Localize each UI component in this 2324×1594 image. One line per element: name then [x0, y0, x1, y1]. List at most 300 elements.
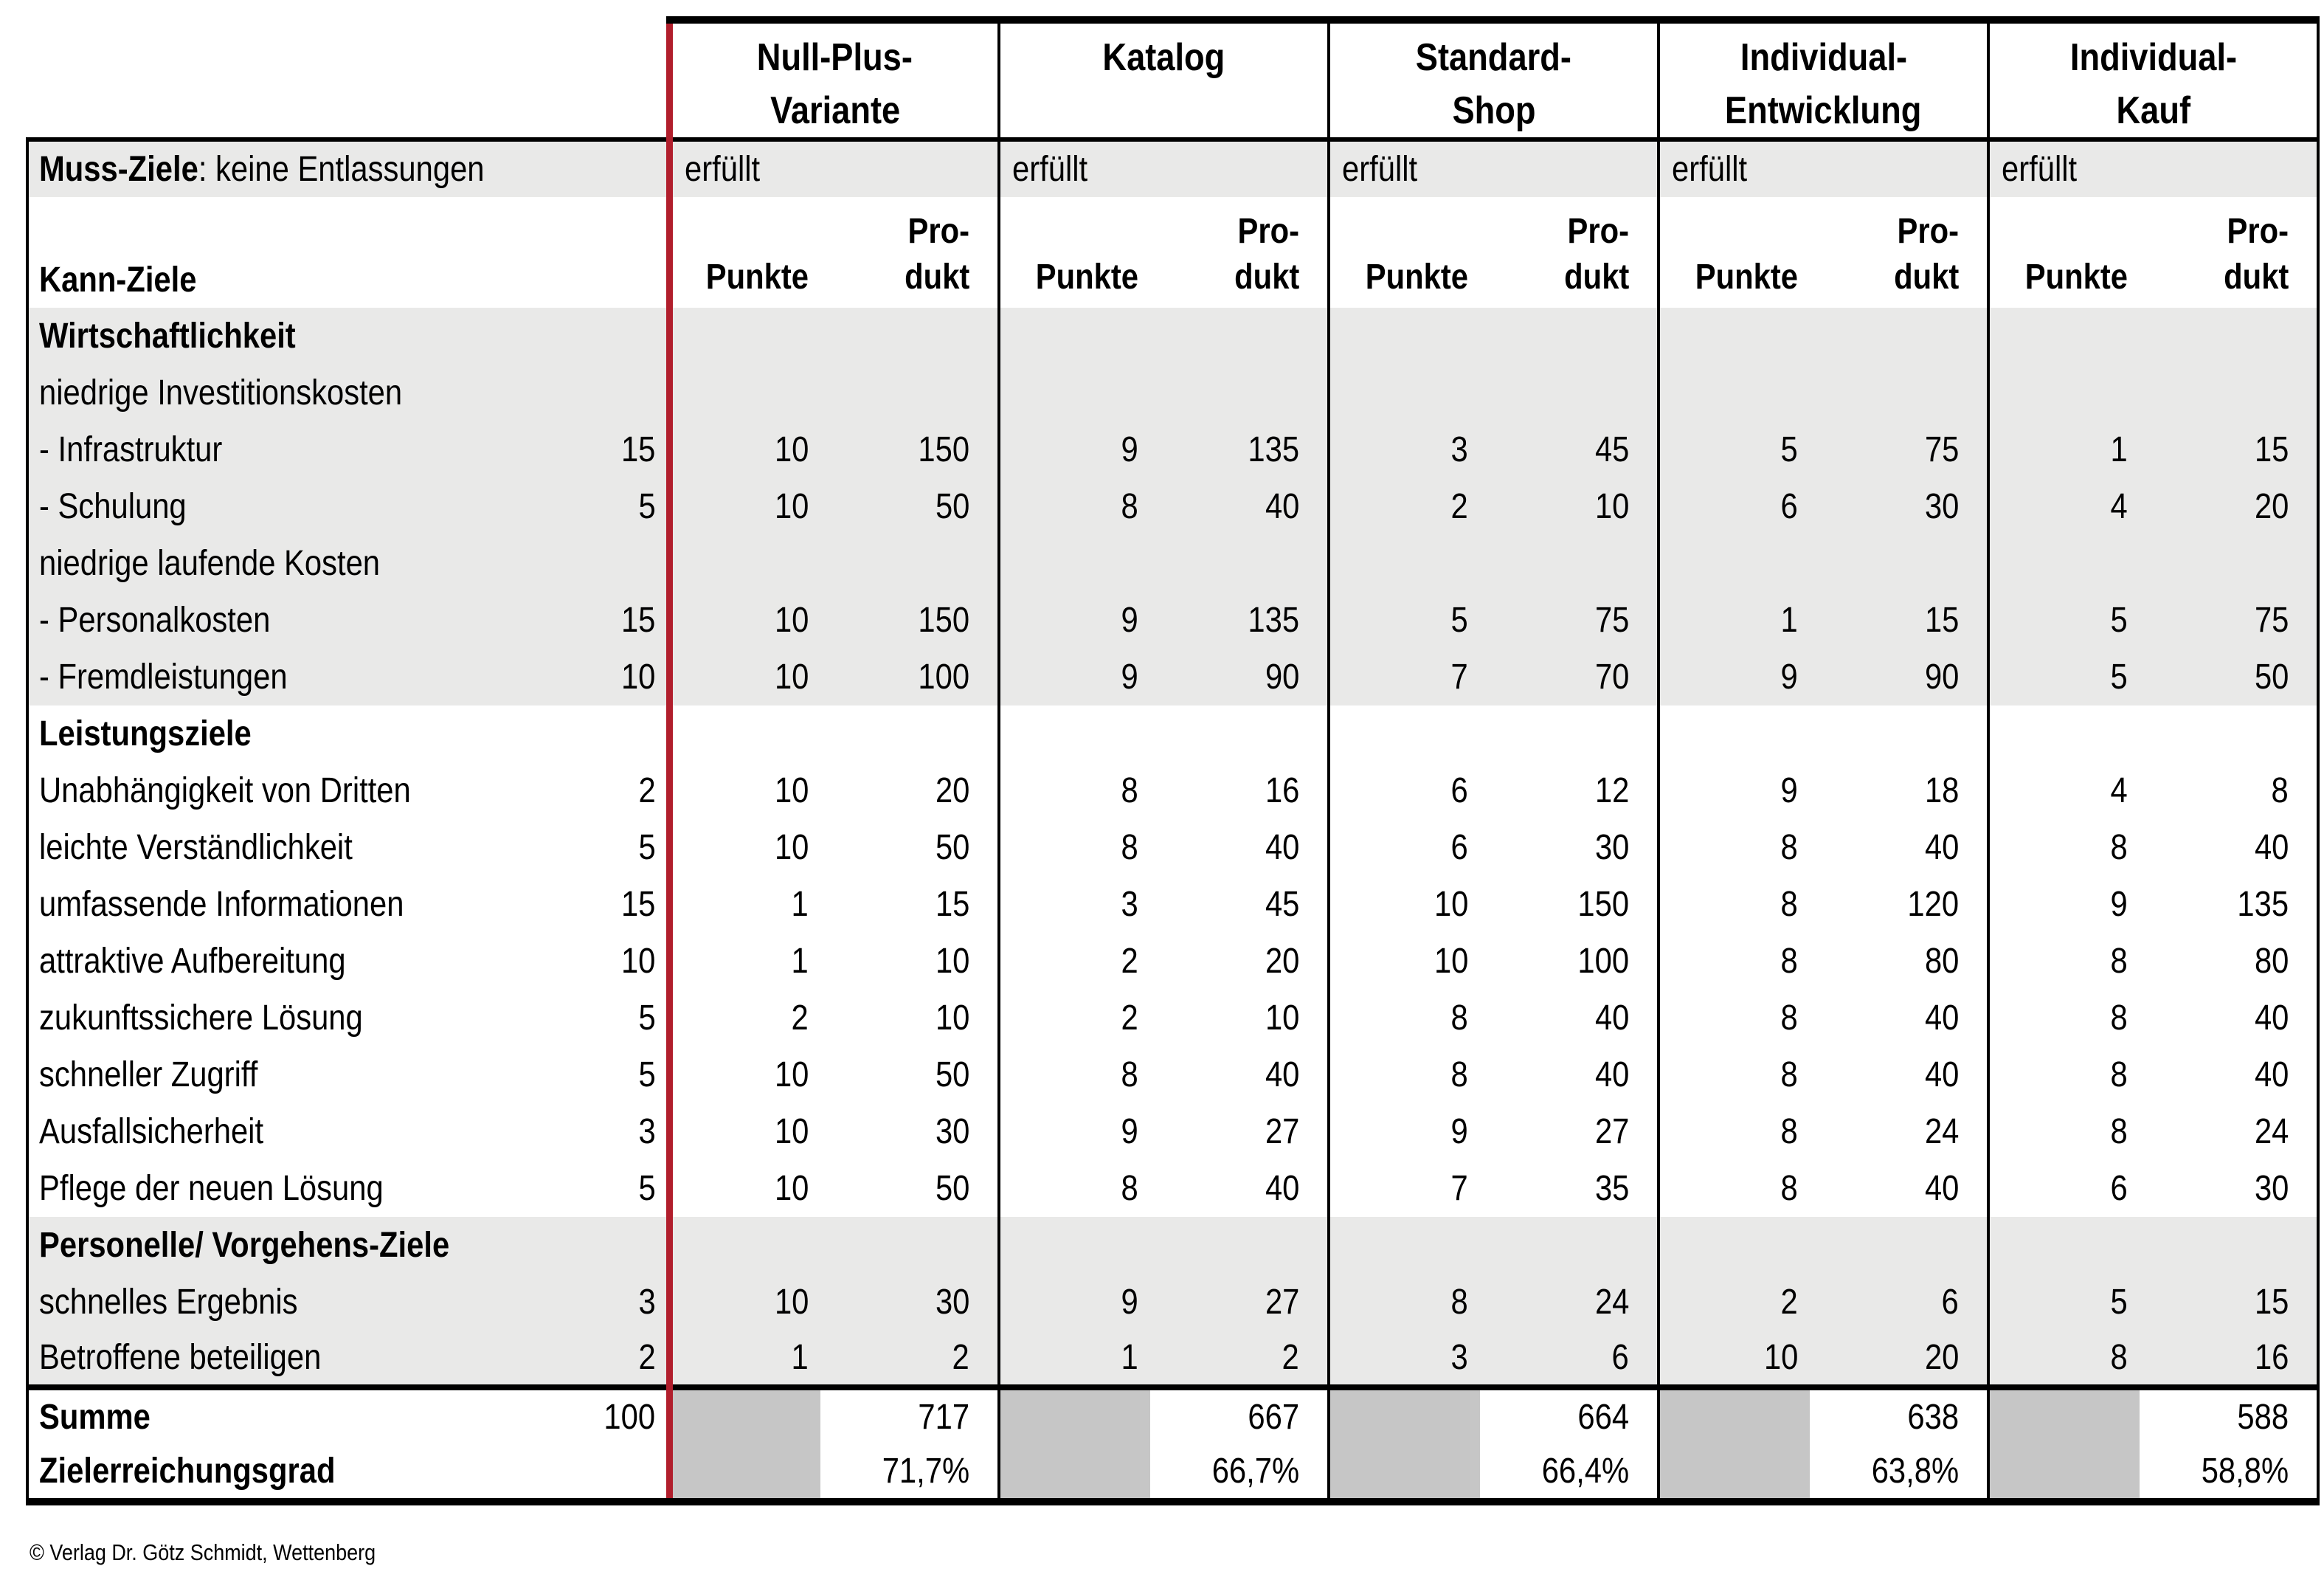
- produkt-value: 40: [1265, 828, 1300, 867]
- produkt-value: 50: [935, 1055, 970, 1094]
- summe-produkt-cell: 588: [2140, 1387, 2318, 1444]
- alt-title-line1: Individual-: [2069, 36, 2237, 79]
- summe-label: Summe: [39, 1398, 151, 1437]
- produkt-cell: [820, 1274, 999, 1331]
- produkt-cell: [820, 876, 999, 933]
- punkte-cell: [1988, 933, 2140, 990]
- produkt-value: 40: [1594, 1055, 1630, 1094]
- produkt-value: 40: [1265, 487, 1300, 526]
- criterion-label: umfassende Informationen: [39, 885, 404, 924]
- blocked-cell: [669, 1387, 820, 1502]
- section-header-row: [27, 705, 2318, 762]
- alt-header-individual-entwicklung: [1659, 20, 1988, 139]
- alt-title-line2: Shop: [1451, 89, 1536, 132]
- punkte-cell: [1329, 649, 1480, 705]
- produkt-cell: [1150, 933, 1329, 990]
- punkte-value: 1: [791, 942, 809, 981]
- alt-header-null-plus-variante: [669, 20, 999, 139]
- punkte-cell: [1988, 876, 2140, 933]
- produkt-value: 90: [1265, 658, 1300, 697]
- corner-spacer: [27, 20, 669, 139]
- criterion-label-cell: [27, 365, 669, 421]
- criterion-label-cell: [27, 876, 669, 933]
- alt-title-line1: Individual-: [1740, 36, 1907, 79]
- produkt-cell: [1810, 421, 1988, 478]
- produkt-value: 80: [2254, 942, 2289, 981]
- produkt-cell: [2140, 365, 2318, 421]
- alt-header-katalog: [999, 20, 1329, 139]
- punkte-value: 5: [1450, 601, 1469, 640]
- produkt-cell: [820, 649, 999, 705]
- muss-ziele-row: [27, 139, 2318, 197]
- produkt-cell: [2140, 876, 2318, 933]
- produkt-value: 16: [1265, 771, 1300, 810]
- section-label: niedrige laufende Kosten: [39, 544, 381, 583]
- produkt-value: 40: [1265, 1055, 1300, 1094]
- punkte-cell: [1329, 1331, 1480, 1387]
- punkte-value: 8: [2110, 998, 2128, 1038]
- produkt-cell: [2140, 535, 2318, 592]
- punkte-cell: [1659, 1160, 1810, 1217]
- criterion-label: Ausfallsicherheit: [39, 1112, 264, 1151]
- produkt-value: 10: [1594, 487, 1630, 526]
- produkt-value: 27: [1265, 1283, 1300, 1322]
- punkte-cell: [999, 705, 1150, 762]
- criterion-row: [27, 762, 2318, 819]
- punkte-value: 10: [774, 1055, 809, 1094]
- criteria-rows: [27, 308, 2318, 1387]
- produkt-value: 40: [1924, 828, 1960, 867]
- alt-title-line2: Entwicklung: [1725, 89, 1922, 132]
- punkte-header-cell: Punkte: [669, 197, 820, 308]
- criterion-row: [27, 819, 2318, 876]
- blocked-cell: [1329, 1387, 1480, 1502]
- produkt-cell: [1810, 649, 1988, 705]
- utility-analysis-table: [26, 16, 2320, 1505]
- produkt-value: 2: [1282, 1338, 1300, 1377]
- punkte-value: 8: [1780, 1112, 1799, 1151]
- blocked-cell: [1988, 1387, 2140, 1502]
- punkte-cell: [1329, 1160, 1480, 1217]
- produkt-value: 30: [1594, 828, 1630, 867]
- punkte-value: 1: [791, 1338, 809, 1377]
- produkt-cell: [1810, 308, 1988, 365]
- produkt-cell: [2140, 762, 2318, 819]
- punkte-header-cell: Punkte: [1659, 197, 1810, 308]
- punkte-cell: [669, 819, 820, 876]
- punkte-cell: [999, 649, 1150, 705]
- punkte-cell: [1988, 1103, 2140, 1160]
- criterion-row: [27, 1274, 2318, 1331]
- produkt-cell: [820, 819, 999, 876]
- muss-status-cell: erfüllt: [999, 139, 1329, 197]
- punkte-cell: [1988, 478, 2140, 535]
- punkte-cell: [669, 649, 820, 705]
- punkte-cell: [1329, 1217, 1480, 1274]
- produkt-value: 150: [1577, 885, 1630, 924]
- punkte-value: 10: [774, 1169, 809, 1208]
- produkt-cell: [1810, 1103, 1988, 1160]
- punkte-cell: [1659, 535, 1810, 592]
- muss-ziele-label-bold: Muss-Ziele: [39, 150, 198, 189]
- produkt-cell: [2140, 1046, 2318, 1103]
- punkte-cell: [669, 1046, 820, 1103]
- produkt-cell: [1150, 1103, 1329, 1160]
- punkte-value: 10: [774, 601, 809, 640]
- punkte-cell: [1988, 649, 2140, 705]
- produkt-cell: [1150, 592, 1329, 649]
- produkt-cell: [1480, 705, 1659, 762]
- punkte-value: 5: [2110, 601, 2128, 640]
- punkte-value: 10: [1434, 942, 1469, 981]
- punkte-value: 6: [1450, 828, 1469, 867]
- punkte-cell: [1659, 1103, 1810, 1160]
- criterion-row: [27, 535, 2318, 592]
- produkt-value: 15: [2254, 430, 2289, 469]
- alt-title-line1: Null-Plus-: [757, 36, 913, 79]
- produkt-value: 90: [1924, 658, 1960, 697]
- produkt-value: 12: [1594, 771, 1630, 810]
- punkte-value: 3: [1450, 430, 1469, 469]
- punkte-cell: [669, 762, 820, 819]
- produkt-value: 35: [1594, 1169, 1630, 1208]
- ziel-percent-cell: 66,4%: [1480, 1444, 1659, 1502]
- punkte-header-cell: Punkte: [1329, 197, 1480, 308]
- produkt-value: 8: [2271, 771, 2289, 810]
- criterion-label: - Fremdleistungen: [39, 658, 288, 697]
- produkt-cell: [1480, 1160, 1659, 1217]
- punkte-cell: [669, 705, 820, 762]
- criterion-label-cell: [27, 1274, 669, 1331]
- punkte-header-cell: Punkte: [1988, 197, 2140, 308]
- produkt-cell: [820, 592, 999, 649]
- produkt-value: 50: [935, 1169, 970, 1208]
- punkte-value: 9: [2110, 885, 2128, 924]
- produkt-cell: [1810, 535, 1988, 592]
- criterion-weight: 15: [621, 885, 656, 924]
- blocked-cell: [1659, 1387, 1810, 1502]
- punkte-value: 9: [1780, 658, 1799, 697]
- punkte-cell: [1659, 819, 1810, 876]
- punkte-value: 2: [1780, 1283, 1799, 1322]
- produkt-cell: [2140, 1160, 2318, 1217]
- produkt-cell: [1150, 819, 1329, 876]
- produkt-value: 20: [935, 771, 970, 810]
- produkt-cell: [2140, 421, 2318, 478]
- punkte-value: 2: [1121, 998, 1139, 1038]
- produkt-value: 45: [1265, 885, 1300, 924]
- criterion-row: [27, 649, 2318, 705]
- punkte-cell: [669, 478, 820, 535]
- punkte-cell: [1329, 365, 1480, 421]
- produkt-value: 135: [2237, 885, 2289, 924]
- produkt-cell: [1150, 535, 1329, 592]
- produkt-value: 50: [935, 828, 970, 867]
- produkt-cell: [2140, 1331, 2318, 1387]
- punkte-cell: [1329, 990, 1480, 1046]
- punkte-cell: [1988, 421, 2140, 478]
- criterion-weight: 5: [638, 998, 656, 1038]
- produkt-value: 70: [1594, 658, 1630, 697]
- produkt-cell: [1480, 876, 1659, 933]
- punkte-value: 8: [1121, 487, 1139, 526]
- produkt-value: 30: [935, 1283, 970, 1322]
- punkte-value: 8: [2110, 828, 2128, 867]
- produkt-cell: [820, 535, 999, 592]
- ziel-percent-cell: 58,8%: [2140, 1444, 2318, 1502]
- produkt-cell: [1810, 876, 1988, 933]
- muss-status-cell: erfüllt: [1988, 139, 2318, 197]
- punkte-cell: [1988, 1046, 2140, 1103]
- punkte-value: 7: [1450, 1169, 1469, 1208]
- punkte-cell: [1659, 421, 1810, 478]
- criterion-label-cell: [27, 990, 669, 1046]
- punkte-value: 5: [2110, 1283, 2128, 1322]
- punkte-cell: [1329, 762, 1480, 819]
- criterion-row: [27, 421, 2318, 478]
- punkte-cell: [669, 1331, 820, 1387]
- produkt-cell: [2140, 649, 2318, 705]
- criterion-label-cell: [27, 762, 669, 819]
- punkte-cell: [999, 990, 1150, 1046]
- produkt-value: 30: [935, 1112, 970, 1151]
- criterion-label-cell: [27, 421, 669, 478]
- produkt-cell: [820, 478, 999, 535]
- alternatives-header-row: [27, 20, 2318, 139]
- blocked-cell: [999, 1387, 1150, 1502]
- produkt-value: 150: [918, 601, 970, 640]
- produkt-value: 10: [1265, 998, 1300, 1038]
- punkte-cell: [1329, 478, 1480, 535]
- punkte-cell: [1659, 1331, 1810, 1387]
- copyright-footer: © Verlag Dr. Götz Schmidt, Wettenberg: [30, 1539, 376, 1565]
- produkt-cell: [1480, 1331, 1659, 1387]
- punkte-cell: [1659, 592, 1810, 649]
- punkte-value: 10: [774, 658, 809, 697]
- punkte-value: 9: [1780, 771, 1799, 810]
- punkte-value: 5: [1780, 430, 1799, 469]
- punkte-value: 10: [1763, 1338, 1799, 1377]
- produkt-value: 75: [1924, 430, 1960, 469]
- punkte-cell: [1659, 478, 1810, 535]
- punkte-value: 8: [1780, 885, 1799, 924]
- produkt-cell: [820, 762, 999, 819]
- punkte-cell: [999, 1217, 1150, 1274]
- punkte-value: 6: [1780, 487, 1799, 526]
- produkt-cell: [820, 990, 999, 1046]
- punkte-cell: [1329, 1274, 1480, 1331]
- criterion-label: Betroffene beteiligen: [39, 1338, 322, 1377]
- punkte-value: 8: [1121, 771, 1139, 810]
- produkt-value: 150: [918, 430, 970, 469]
- produkt-header-cell: Pro- dukt: [1893, 212, 1960, 297]
- punkte-value: 8: [1121, 1055, 1139, 1094]
- produkt-value: 27: [1265, 1112, 1300, 1151]
- punkte-cell: [1659, 876, 1810, 933]
- criterion-row: [27, 1103, 2318, 1160]
- criterion-row: [27, 365, 2318, 421]
- muss-ziele-label-cell: [27, 139, 669, 197]
- criterion-label: schnelles Ergebnis: [39, 1283, 298, 1322]
- summe-produkt-cell: 638: [1810, 1387, 1988, 1444]
- produkt-cell: [1150, 762, 1329, 819]
- produkt-value: 6: [1611, 1338, 1630, 1377]
- criterion-label: - Schulung: [39, 487, 187, 526]
- punkte-cell: [999, 876, 1150, 933]
- produkt-value: 135: [1248, 430, 1300, 469]
- punkte-cell: [999, 1046, 1150, 1103]
- punkte-cell: [669, 592, 820, 649]
- punkte-value: 1: [791, 885, 809, 924]
- punkte-value: 2: [1450, 487, 1469, 526]
- produkt-cell: [2140, 478, 2318, 535]
- punkte-cell: [1988, 1274, 2140, 1331]
- alt-header-individual-kauf: [1988, 20, 2318, 139]
- punkte-cell: [999, 365, 1150, 421]
- produkt-value: 50: [2254, 658, 2289, 697]
- produkt-cell: [2140, 308, 2318, 365]
- criterion-row: [27, 990, 2318, 1046]
- punkte-value: 1: [1780, 601, 1799, 640]
- criterion-label: leichte Verständlichkeit: [39, 828, 353, 867]
- produkt-cell: [820, 1217, 999, 1274]
- summe-produkt-cell: 717: [820, 1387, 999, 1444]
- produkt-value: 24: [2254, 1112, 2289, 1151]
- muss-status-cell: erfüllt: [669, 139, 999, 197]
- kann-ziele-label-cell: Kann-Ziele: [27, 197, 669, 308]
- criterion-row: [27, 876, 2318, 933]
- produkt-cell: [1810, 933, 1988, 990]
- punkte-value: 8: [2110, 1338, 2128, 1377]
- punkte-cell: [1329, 1046, 1480, 1103]
- punkte-value: 7: [1450, 658, 1469, 697]
- criterion-label-cell: [27, 649, 669, 705]
- muss-ziele-label-rest: : keine Entlassungen: [198, 150, 485, 189]
- punkte-cell: [1659, 990, 1810, 1046]
- ziel-percent-cell: 63,8%: [1810, 1444, 1988, 1502]
- section-label-cell: [27, 1217, 669, 1274]
- criterion-label-cell: [27, 1103, 669, 1160]
- summe-row: [27, 1387, 2318, 1444]
- punkte-cell: [669, 308, 820, 365]
- produkt-value: 40: [2254, 1055, 2289, 1094]
- produkt-value: 30: [1924, 487, 1960, 526]
- punkte-cell: [1329, 876, 1480, 933]
- produkt-cell: [820, 421, 999, 478]
- produkt-cell: [1480, 1046, 1659, 1103]
- punkte-cell: [1988, 1217, 2140, 1274]
- produkt-cell: [1810, 1160, 1988, 1217]
- punkte-cell: [1988, 1160, 2140, 1217]
- punkte-cell: [1659, 308, 1810, 365]
- punkte-cell: [999, 933, 1150, 990]
- summe-label-cell: [27, 1387, 669, 1444]
- punkte-cell: [999, 819, 1150, 876]
- produkt-cell: [820, 933, 999, 990]
- punkte-cell: [999, 421, 1150, 478]
- produkt-value: 20: [1924, 1338, 1960, 1377]
- produkt-cell: [2140, 592, 2318, 649]
- punkte-value: 8: [1121, 828, 1139, 867]
- punkte-cell: [1988, 762, 2140, 819]
- produkt-value: 40: [1924, 1055, 1960, 1094]
- produkt-value: 40: [1924, 998, 1960, 1038]
- section-label-cell: [27, 705, 669, 762]
- criterion-weight: 3: [638, 1112, 656, 1151]
- punkte-cell: [1329, 933, 1480, 990]
- criterion-weight: 5: [638, 828, 656, 867]
- produkt-cell: [1480, 819, 1659, 876]
- produkt-cell: [1150, 705, 1329, 762]
- produkt-value: 2: [952, 1338, 970, 1377]
- punkte-value: 2: [1121, 942, 1139, 981]
- produkt-cell: [2140, 1217, 2318, 1274]
- punkte-value: 8: [1780, 828, 1799, 867]
- produkt-header-cell: Pro- dukt: [1234, 212, 1300, 297]
- produkt-value: 30: [2254, 1169, 2289, 1208]
- produkt-cell: [1810, 819, 1988, 876]
- criterion-label: Unabhängigkeit von Dritten: [39, 771, 411, 810]
- punkte-value: 8: [1780, 942, 1799, 981]
- criterion-label-cell: [27, 592, 669, 649]
- kann-ziele-header-row: [27, 197, 2318, 308]
- produkt-cell: [1480, 421, 1659, 478]
- criterion-label-cell: [27, 535, 669, 592]
- punkte-cell: [1988, 1331, 2140, 1387]
- produkt-value: 75: [1594, 601, 1630, 640]
- punkte-cell: [1659, 1274, 1810, 1331]
- punkte-value: 8: [1450, 1055, 1469, 1094]
- produkt-cell: [2140, 1103, 2318, 1160]
- punkte-value: 9: [1121, 601, 1139, 640]
- punkte-value: 8: [1450, 998, 1469, 1038]
- punkte-cell: [1659, 933, 1810, 990]
- punkte-value: 8: [1450, 1283, 1469, 1322]
- punkte-cell: [999, 1103, 1150, 1160]
- produkt-value: 24: [1594, 1283, 1630, 1322]
- punkte-value: 4: [2110, 771, 2128, 810]
- produkt-cell: [2140, 1274, 2318, 1331]
- punkte-cell: [1659, 705, 1810, 762]
- produkt-cell: [1150, 421, 1329, 478]
- section-header-row: [27, 1217, 2318, 1274]
- punkte-value: 10: [774, 1112, 809, 1151]
- muss-status-cell: erfüllt: [1659, 139, 1988, 197]
- punkte-cell: [999, 1331, 1150, 1387]
- produkt-value: 24: [1924, 1112, 1960, 1151]
- punkte-cell: [1988, 819, 2140, 876]
- produkt-cell: [820, 1046, 999, 1103]
- punkte-cell: [999, 1160, 1150, 1217]
- produkt-value: 40: [1265, 1169, 1300, 1208]
- punkte-value: 4: [2110, 487, 2128, 526]
- produkt-value: 40: [2254, 998, 2289, 1038]
- punkte-value: 3: [1121, 885, 1139, 924]
- punkte-cell: [999, 478, 1150, 535]
- produkt-header-cell: Pro- dukt: [1563, 212, 1630, 297]
- produkt-cell: [1480, 990, 1659, 1046]
- produkt-value: 40: [1594, 998, 1630, 1038]
- produkt-value: 20: [1265, 942, 1300, 981]
- produkt-value: 10: [935, 942, 970, 981]
- produkt-cell: [1480, 1217, 1659, 1274]
- punkte-value: 10: [774, 1283, 809, 1322]
- punkte-value: 9: [1121, 658, 1139, 697]
- punkte-cell: [999, 1274, 1150, 1331]
- zielerreichungsgrad-row: [27, 1444, 2318, 1502]
- criterion-weight: 5: [638, 487, 656, 526]
- punkte-value: 8: [1780, 998, 1799, 1038]
